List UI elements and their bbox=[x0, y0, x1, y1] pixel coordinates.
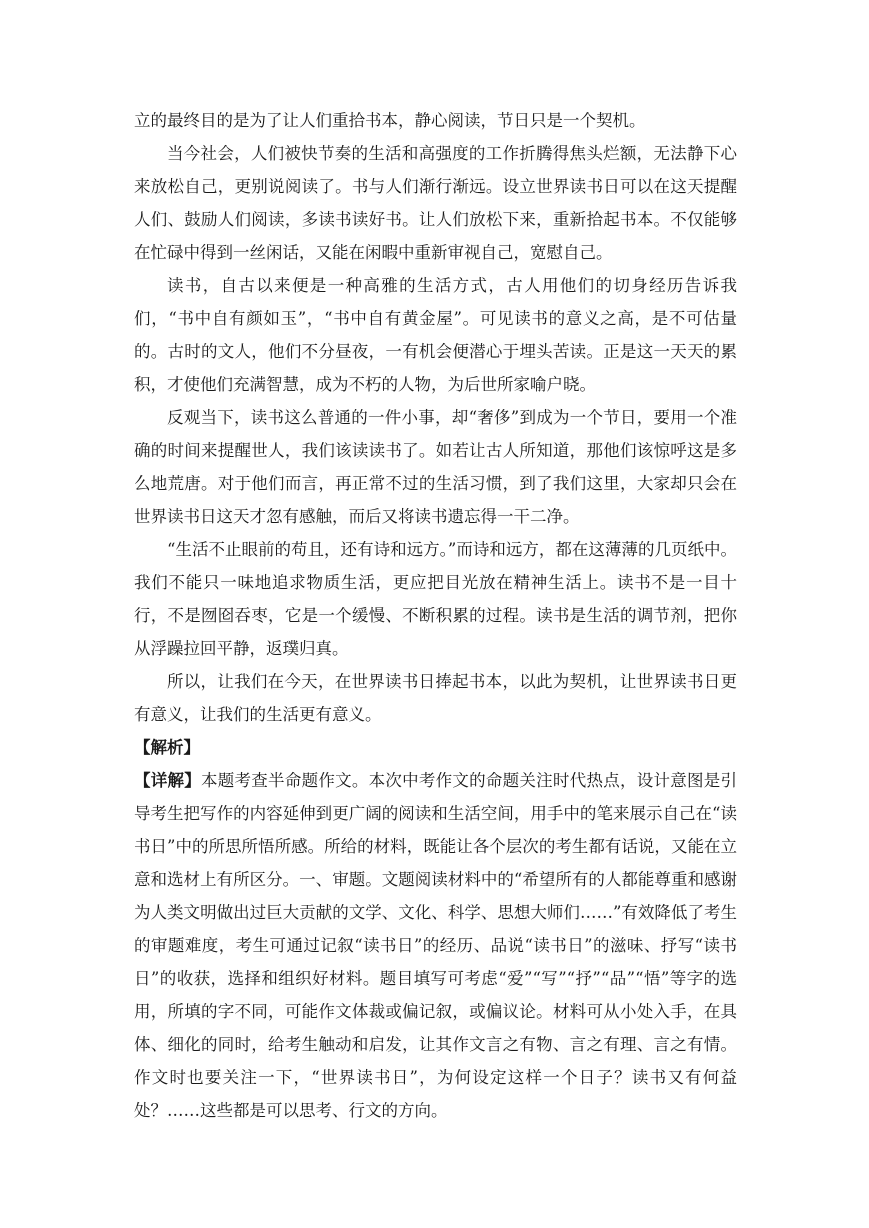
essay-paragraph-modern-society: 当今社会，人们被快节奏的生活和高强度的工作折腾得焦头烂额，无法静下心来放松自己，更别说阅读了。书与人们渐行渐远。设立世界读书日可以在这天提醒人们、鼓励人们阅读，多读书读好书。让人们放松下来，重新拾起书本。不仅能够在忙碌中得到一丝闲话，又能在闲暇中重新审视自己，宽慰自己。 bbox=[134, 144, 737, 262]
analysis-heading: 【解析】 bbox=[134, 738, 200, 757]
essay-paragraph-present-day: 反观当下，读书这么普通的一件小事，却“奢侈”到成为一个节日，要用一个准确的时间来提醒世人，我们该读读书了。如若让古人所知道，那他们该惊呼这是多么地荒唐。对于他们而言，再正常不过的生活习惯，到了我们这里，大家却只会在世界读书日这天才忽有感触，而后又将读书遗忘得一干二净。 bbox=[134, 408, 737, 526]
essay-paragraph-poetry-and-distance: “生活不止眼前的苟且，还有诗和远方。”而诗和远方，都在这薄薄的几页纸中。我们不能只一味地追求物质生活，更应把目光放在精神生活上。读书不是一目十行，不是囫囵吞枣，它是一个缓慢、不断积累的过程。读书是生活的调节剂，把你从浮躁拉回平静，返璞归真。 bbox=[134, 540, 737, 658]
essay-paragraph-ancient-reading: 读书，自古以来便是一种高雅的生活方式，古人用他们的切身经历告诉我们，“书中自有颜如玉”，“书中自有黄金屋”。可见读书的意义之高，是不可估量的。古时的文人，他们不分昼夜，一有机会便潜心于埋头苦读。正是这一天天的累积，才使他们充满智慧，成为不朽的人物，为后世所家喻户晓。 bbox=[134, 276, 737, 394]
essay-paragraph-conclusion: 所以，让我们在今天，在世界读书日捧起书本，以此为契机，让世界读书日更有意义，让我们的生活更有意义。 bbox=[134, 672, 737, 724]
detail-paragraph bbox=[134, 764, 737, 1127]
essay-paragraph-continuation: 立的最终目的是为了让人们重拾书本，静心阅读，节日只是一个契机。 bbox=[134, 111, 646, 130]
detail-label: 【详解】 bbox=[134, 771, 202, 790]
detail-text: 本题考查半命题作文。本次中考作文的命题关注时代热点，设计意图是引导考生把写作的内容延伸到更广阔的阅读和生活空间，用手中的笔来展示自己在“读书日”中的所思所悟所感。所给的材料，既能让各个层次的考生都有话说，又能在立意和选材上有所区分。一、审题。文题阅读材料中的“希望所有的人都能尊重和感谢为人类文明做出过巨大贡献的文学、文化、科学、思想大师们……”有效降低了考生的审题难度，考生可通过记叙“读书日”的经历、品说“读书日”的滋味、抒写“读书日”的收获，选择和组织好材料。题目填写可考虑“爱”“写”“抒”“品”“悟”等字的选用，所填的字不同，可能作文体裁或偏记叙，或偏议论。材料可从小处入手，在具体、细化的同时，给考生触动和启发，让其作文言之有物、言之有理、言之有情。作文时也要关注一下，“世界读书日”，为何设定这样一个日子？读书又有何益处？……这些都是可以思考、行文的方向。 bbox=[134, 771, 738, 1120]
